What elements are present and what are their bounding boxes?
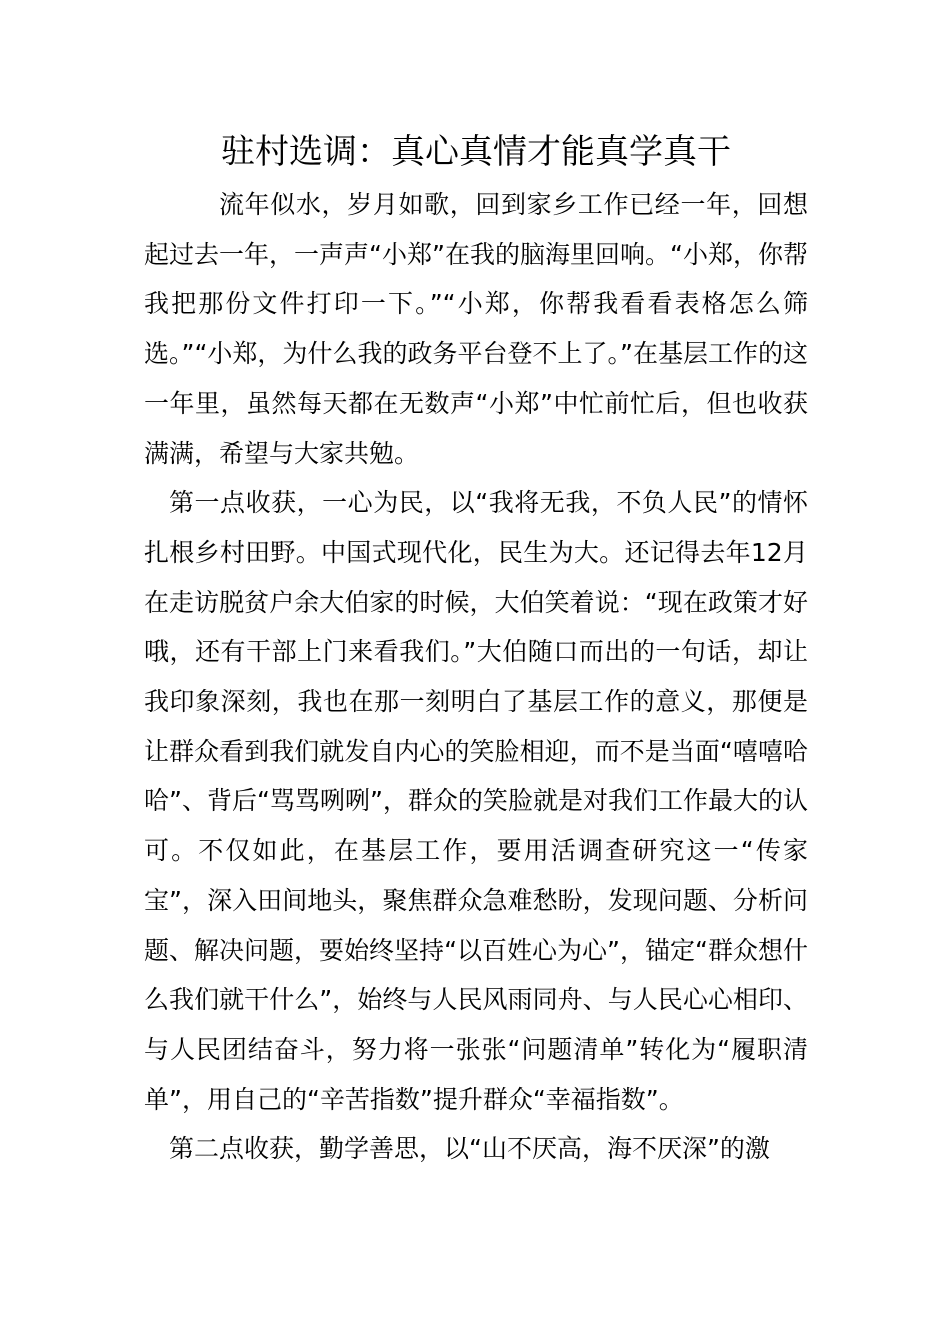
document-title: 驻村选调：真心真情才能真学真干 xyxy=(221,132,731,172)
paragraph-second-gain: 第二点收获，勤学善思，以“山不厌高，海不厌深”的激 xyxy=(169,1134,770,1164)
paragraph-first-gain: 第一点收获，一心为民，以“我将无我，不负人民”的情怀扎根乡村田野。中国式现代化，民生为大。还记得去年12月在走访脱贫户余大伯家的时候，大伯笑着说：“现在政策才好哦，还有干部上门来看我们。”大伯随口而出的一句话，却让我印象深刻，我也在那一刻明白了基层工作的意义，那便是让群众看到我们就发自内心的笑脸相迎，而不是当面“嘻嘻哈哈”、背后“骂骂咧咧”，群众的笑脸就是对我们工作最大的认可。不仅如此，在基层工作，要用活调查研究这一“传家宝”，深入田间地头，聚焦群众急难愁盼，发现问题、分析问题、解决问题，要始终坚持“以百姓心为心”，锚定“群众想什么我们就干什么”，始终与人民风雨同舟、与人民心心相印、与人民团结奋斗，努力将一张张“问题清单”转化为“履职清单”，用自己的“辛苦指数”提升群众“幸福指数”。 xyxy=(144,488,808,1114)
paragraph-intro: 流年似水，岁月如歌，回到家乡工作已经一年，回想起过去一年，一声声“小郑”在我的脑海里回响。“小郑，你帮我把那份文件打印一下。”“小郑，你帮我看看表格怎么筛选。”“小郑，为什么我的政务平台登不上了。”在基层工作的这一年里，虽然每天都在无数声“小郑”中忙前忙后，但也收获满满，希望与大家共勉。 xyxy=(144,190,808,468)
document-page xyxy=(144,124,808,1174)
